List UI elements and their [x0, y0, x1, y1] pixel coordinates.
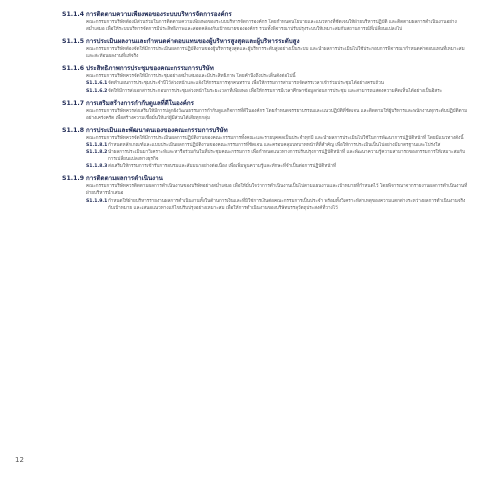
section-number: S1.1.7 [62, 99, 85, 107]
subsection-number: S1.1.8.3 [86, 164, 108, 170]
subsection-text: นำผลการประเมินมาวิเคราะห์และหารือร่วมกันในที่ประชุมคณะกรรมการ เพื่อกำหนดแนวทางการปรับปรุงการปฏิบัติหน้าที่ และพัฒนาความรู้ความสามารถของกรรมการให้เหมาะสมกับการเปลี่ยนแปลงทางธุรกิจ [108, 150, 466, 163]
section-title: การติดตามความเพียงพอของระบบบริหารจัดการองค์กร [86, 11, 232, 18]
page-number: 12 [15, 456, 24, 464]
section-s1-1-9 [62, 174, 470, 211]
section-number: S1.1.8 [62, 126, 85, 134]
section-number: S1.1.6 [62, 65, 85, 73]
subsection-text: กำหนดให้ฝ่ายบริหารรายงานผลการดำเนินงานทั้งในด้านการเงินและที่มิใช่การเงินต่อคณะกรรมการเป็นประจำ พร้อมทั้งวิเคราะห์สาเหตุของความแตกต่างระหว่างผลการดำเนินงานจริงกับเป้าหมาย และเสนอแนวทางแก้ไขปรับปรุงอย่างเหมาะสม เพื่อให้การดำเนินงานของบริษัทบรรลุวัตถุประสงค์ที่วางไว้ [108, 198, 466, 211]
section-paragraph: คณะกรรมการบริษัทต้องจัดให้มีการประเมินผลการปฏิบัติงานของผู้บริหารสูงสุดและผู้บริหารระดับสูงอย่างเป็นระบบ และนำผลการประเมินไปใช้ประกอบการพิจารณากำหนดค่าตอบแทนที่เหมาะสมและสะท้อนผลงานที่แท้จริง [86, 47, 465, 60]
subsection-item [86, 149, 470, 163]
section-heading [62, 174, 470, 183]
section-s1-1-8 [62, 126, 470, 170]
subsection-item [86, 142, 470, 149]
subsection-text: จัดให้มีการส่งเอกสารประกอบการประชุมล่วงหน้าในระยะเวลาที่เพียงพอ เพื่อให้กรรมการมีเวลาศึกษาข้อมูลก่อนการประชุม และสามารถแสดงความคิดเห็นได้อย่างเป็นอิสระ [108, 88, 443, 94]
subsection-item [86, 80, 470, 87]
section-paragraph: คณะกรรมการบริษัทควรส่งเสริมให้มีการปลูกฝังวัฒนธรรมการกำกับดูแลกิจการที่ดีในองค์กร โดยกำหนดจรรยาบรรณและแนวปฏิบัติที่ชัดเจน และติดตามให้ผู้บริหารและพนักงานทุกระดับปฏิบัติตามอย่างเคร่งครัด เพื่อสร้างความเชื่อมั่นให้แก่ผู้มีส่วนได้เสียทุกกลุ่ม [86, 108, 468, 121]
section-title: ประสิทธิภาพการประชุมของคณะกรรมการบริษัท [86, 65, 214, 73]
subsection-text: ส่งเสริมให้กรรมการเข้ารับการอบรมและสัมมนาอย่างต่อเนื่อง เพื่อเพิ่มพูนความรู้และทักษะที่จำเป็นต่อการปฏิบัติหน้าที่ [108, 164, 337, 170]
section-s1-1-5 [62, 37, 470, 60]
section-paragraph: คณะกรรมการบริษัทต้องมีส่วนร่วมในการติดตามความเพียงพอของระบบบริหารจัดการองค์กร โดยกำหนดนโยบายและแนวทางที่ชัดเจนให้ฝ่ายบริหารปฏิบัติ และติดตามผลการดำเนินงานอย่างสม่ำเสมอ เพื่อให้ระบบบริหารจัดการมีประสิทธิภาพและสอดคล้องกับเป้าหมายขององค์กร รวมทั้งพิจารณาปรับปรุงระบบให้เหมาะสมกับสถานการณ์ที่เปลี่ยนแปลงไป [86, 20, 457, 33]
subsection-item [86, 198, 470, 212]
subsection-number: S1.1.8.1 [86, 142, 108, 148]
subsection-number: S1.1.6.1 [86, 81, 108, 87]
subsection-number: S1.1.8.2 [86, 150, 108, 156]
section-title: การประเมินผลงานและกำหนดค่าตอบแทนของผู้บริหารสูงสุดและผู้บริหารระดับสูง [86, 38, 300, 46]
subsection-item [86, 88, 470, 95]
section-s1-1-4 [62, 10, 470, 33]
section-number: S1.1.9 [62, 175, 85, 183]
section-title: การเสริมสร้างการกำกับดูแลที่ดีในองค์กร [86, 99, 194, 107]
subsection-number: S1.1.9.1 [86, 198, 108, 204]
document-body [62, 10, 470, 216]
section-number: S1.1.4 [62, 11, 85, 18]
subsection-text: กำหนดหลักเกณฑ์และแบบประเมินผลการปฏิบัติงานของคณะกรรมการที่ชัดเจน และครอบคลุมบทบาทหน้าที่ที่สำคัญ เพื่อให้การประเมินเป็นไปอย่างมีมาตรฐานและโปร่งใส [108, 142, 441, 148]
section-heading [62, 64, 470, 73]
subsection-number: S1.1.6.2 [86, 88, 108, 94]
section-number: S1.1.5 [62, 38, 85, 46]
section-s1-1-6 [62, 64, 470, 94]
section-paragraph: คณะกรรมการบริษัทควรติดตามผลการดำเนินงานของบริษัทอย่างสม่ำเสมอ เพื่อให้มั่นใจว่าการดำเนินงานเป็นไปตามแผนงานและเป้าหมายที่กำหนดไว้ โดยพิจารณาจากรายงานผลการดำเนินงานที่ฝ่ายบริหารนำเสนอ [86, 184, 468, 197]
section-title: การประเมินและพัฒนาตนเองของคณะกรรมการบริษัท [86, 126, 228, 134]
section-heading [62, 37, 470, 46]
section-paragraph: คณะกรรมการบริษัทควรจัดให้มีการประเมินผลการปฏิบัติงานของคณะกรรมการทั้งคณะและรายบุคคลเป็นประจำทุกปี และนำผลการประเมินไปใช้ในการพัฒนาการปฏิบัติหน้าที่ โดยมีแนวทางดังนี้ [86, 135, 464, 141]
section-heading [62, 99, 470, 108]
subsection-text: จัดทำแผนการประชุมประจำปีไว้ล่วงหน้าและแจ้งให้กรรมการทุกคนทราบ เพื่อให้กรรมการสามารถจัดสรรเวลาเข้าร่วมประชุมได้อย่างครบถ้วน [108, 81, 384, 87]
section-s1-1-7 [62, 99, 470, 122]
section-title: การติดตามผลการดำเนินงาน [86, 175, 163, 183]
subsection-item [86, 163, 470, 170]
section-paragraph: คณะกรรมการบริษัทควรจัดให้มีการประชุมอย่างสม่ำเสมอและมีประสิทธิภาพ โดยคำนึงถึงประเด็นดังต่อไปนี้ [86, 74, 296, 80]
section-heading [62, 10, 470, 19]
section-heading [62, 126, 470, 135]
